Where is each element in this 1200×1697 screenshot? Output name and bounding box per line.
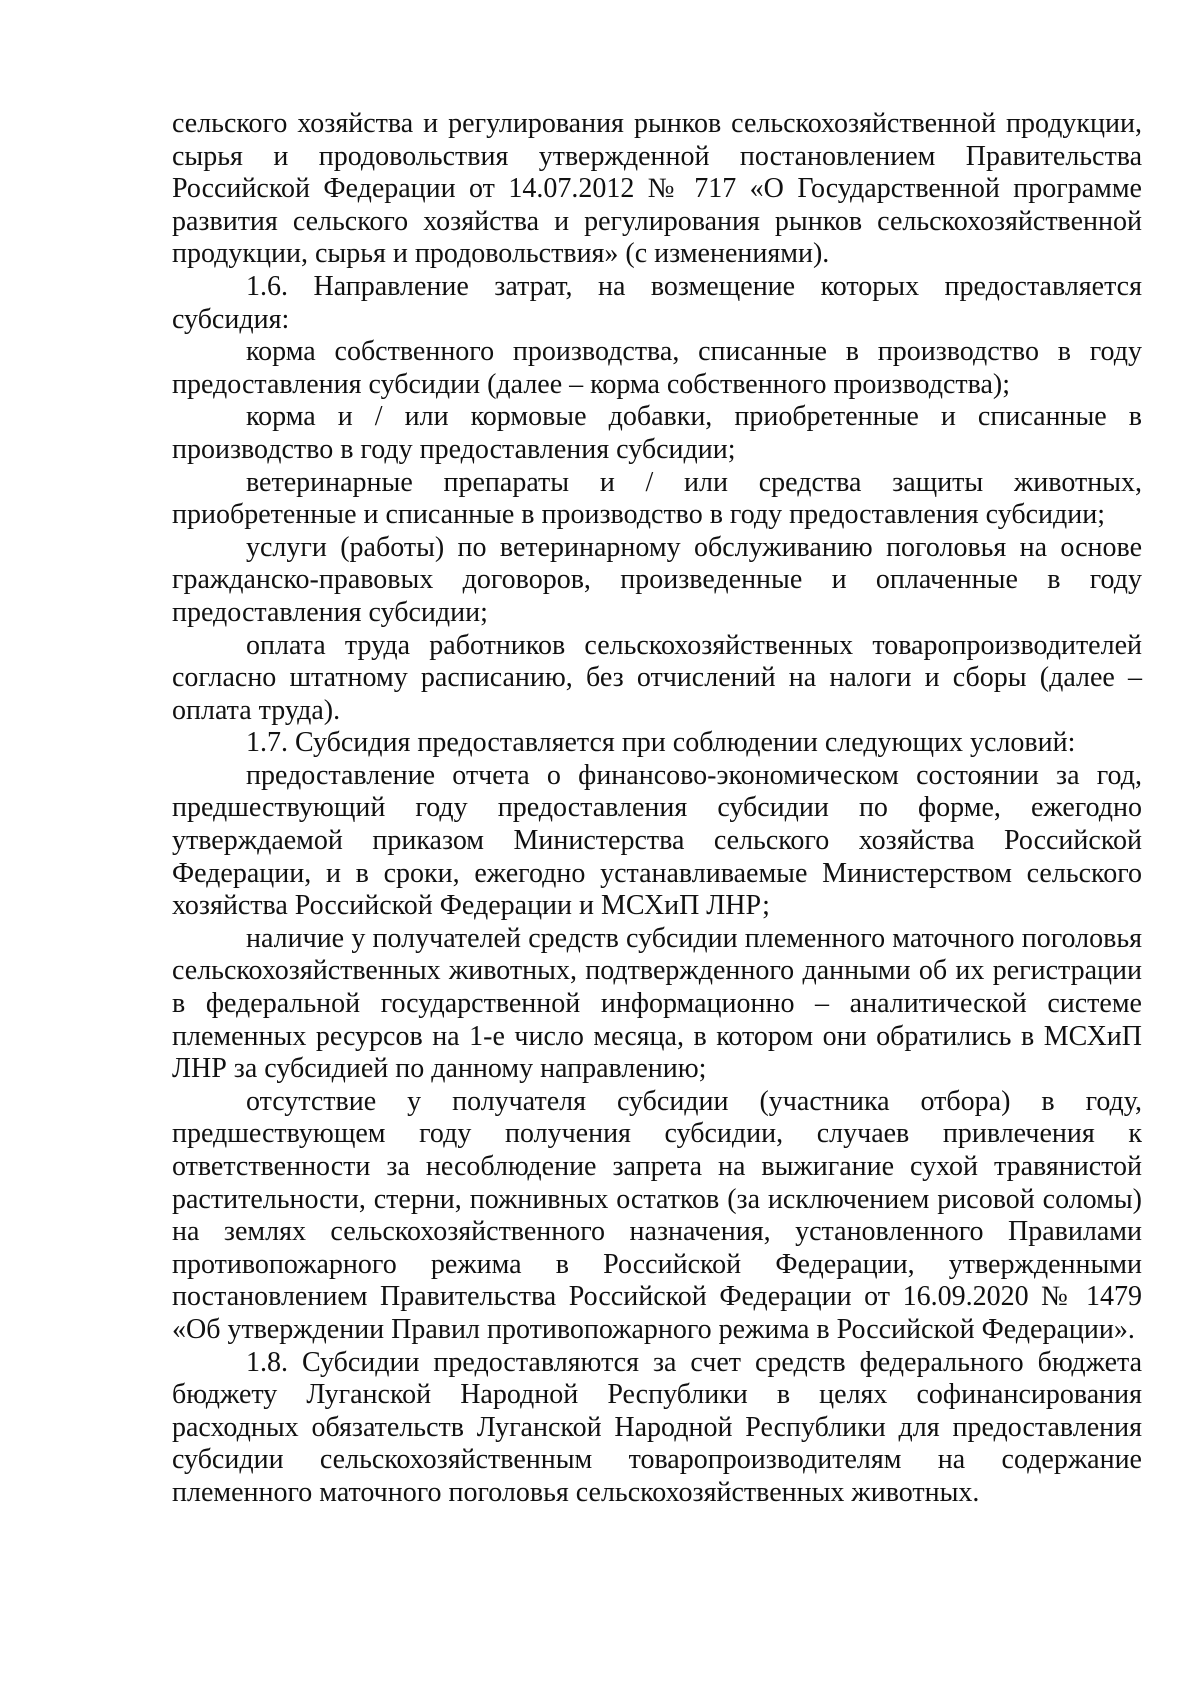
paragraph-1-7-heading: 1.7. Субсидия предоставляется при соблюдении следующих условий: — [246, 727, 1076, 759]
paragraph-veterinary-services: услуги (работы) по ветеринарному обслуживанию поголовья на основе гражданско-правовых договоров, произведенные и оплаченные в году предоставления субсидии; — [172, 531, 1142, 628]
document-body — [172, 108, 1142, 1510]
paragraph-1-6-heading: 1.6. Направление затрат, на возмещение которых предоставляется субсидия: — [172, 270, 1142, 335]
paragraph-feed-own-production: корма собственного производства, списанные в производство в году предоставления субсидии (далее – корма собственного производства); — [172, 336, 1142, 400]
paragraph-1-8-funding: 1.8. Субсидии предоставляются за счет средств федерального бюджета бюджету Луганской Народной Республики в целях софинансирования расходных обязательств Луганской Народной Республики для предоставления субсидии сельскохозяйственным товаропроизводителям на содержание племенного маточного поголовья сельскохозяйственных животных. — [172, 1346, 1142, 1508]
paragraph-financial-report: предоставление отчета о финансово-экономическом состоянии за год, предшествующий году предоставления субсидии по форме, ежегодно утверждаемой приказом Министерства сельского хозяйства Российской Федерации, и в сроки, ежегодно устанавливаемые Министерством сельского хозяйства Российской Федерации и МСХиП ЛНР; — [172, 759, 1142, 922]
paragraph-labor-payment: оплата труда работников сельскохозяйственных товаропроизводителей согласно штатному расписанию, без отчислений на налоги и сборы (далее – оплата труда). — [172, 629, 1142, 726]
paragraph-continuation: сельского хозяйства и регулирования рынков сельскохозяйственной продукции, сырья и продовольствия утвержденной постановлением Правительства Российской Федерации от 14.07.2012 № 717 «О Государственной программе развития сельского хозяйства и регулирования рынков сельскохозяйственной продукции, сырья и продовольствия» (с изменениями). — [172, 108, 1142, 270]
paragraph-fire-safety: отсутствие у получателя субсидии (участника отбора) в году, предшествующем году получения субсидии, случаев привлечения к ответственности за несоблюдение запрета на выжигание сухой травянистой растительности, стерни, пожнивных остатков (за исключением рисовой соломы) на землях сельскохозяйственного назначения, установленного Правилами противопожарного режима в Российской Федерации, утвержденными постановлением Правительства Российской Федерации от 16.09.2020 № 1479 «Об утверждении Правил противопожарного режима в Российской Федерации». — [172, 1085, 1142, 1345]
paragraph-veterinary-preparations: ветеринарные препараты и / или средства защиты животных, приобретенные и списанные в производство в году предоставления субсидии; — [172, 466, 1142, 531]
paragraph-feed-additives: корма и / или кормовые добавки, приобретенные и списанные в производство в году предоставления субсидии; — [172, 401, 1142, 465]
paragraph-breeding-stock: наличие у получателей средств субсидии племенного маточного поголовья сельскохозяйственных животных, подтвержденного данными об их регистрации в федеральной государственной информационно – аналитической системе племенных ресурсов на 1-е число месяца, в котором они обратились в МСХиП ЛНР за субсидией по данному направлению; — [172, 922, 1142, 1085]
